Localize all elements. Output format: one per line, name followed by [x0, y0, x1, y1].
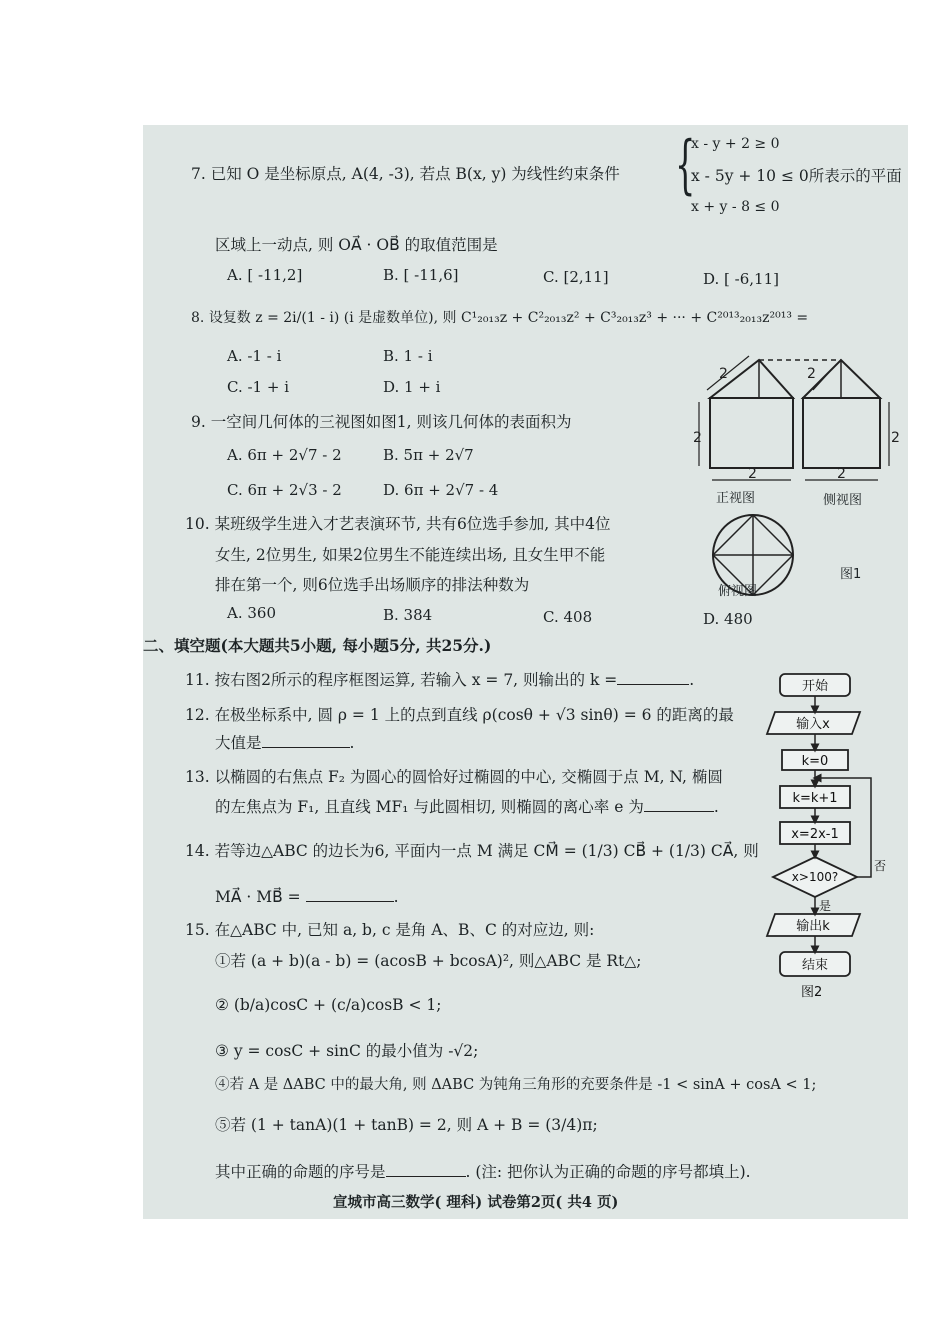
q8-option-d: D. 1 + i: [383, 378, 441, 396]
q10-option-a: A. 360: [227, 604, 276, 622]
q7-option-c: C. [2,11]: [543, 268, 609, 286]
q10-option-d: D. 480: [703, 610, 753, 628]
q7-option-d: D. [ -6,11]: [703, 270, 779, 288]
q10-option-c: C. 408: [543, 608, 593, 626]
q13-line-1: 13. 以椭圆的右焦点 F₂ 为圆心的圆恰好过椭圆的中心, 交椭圆于点 M, N, 椭圆: [185, 768, 723, 786]
q7-stem-continued: 区域上一动点, 则 OA⃗ · OB⃗ 的取值范围是: [215, 236, 498, 254]
q7-constraint-1: x - y + 2 ≥ 0: [691, 136, 780, 152]
flowchart-figure-2: [753, 670, 903, 1000]
front-view-label: 正视图: [716, 491, 756, 506]
q15-item-4: ④若 A 是 ΔABC 中的最大角, 则 ΔABC 为钝角三角形的充要条件是 -1 < sinA + cosA < 1;: [215, 1077, 817, 1093]
q15-item-3: ③ y = cosC + sinC 的最小值为 -√2;: [215, 1042, 479, 1060]
exam-page: [143, 125, 908, 1219]
side-view-label: 侧视图: [823, 493, 863, 508]
flow-step2-text: x=2x-1: [791, 827, 839, 842]
flow-yes-label: 是: [819, 899, 832, 913]
flow-no-label: 否: [874, 859, 887, 873]
q13-answer-blank[interactable]: [644, 797, 714, 812]
section-2-heading: 二、填空题(本大题共5小题, 每小题5分, 共25分.): [143, 636, 492, 655]
q14-line-1: 14. 若等边△ABC 的边长为6, 平面内一点 M 满足 CM⃗ = (1/3) CB⃗ + (1/3) CA⃗, 则: [185, 842, 759, 860]
side-width-dim: 2: [837, 466, 846, 482]
q11-answer-blank[interactable]: [617, 670, 689, 685]
q10-line-2: 女生, 2位男生, 如果2位男生不能连续出场, 且女生甲不能: [215, 546, 606, 564]
flow-end-text: 结束: [801, 958, 829, 973]
q15-intro: 15. 在△ABC 中, 已知 a, b, c 是角 A、B、C 的对应边, 则:: [185, 921, 595, 939]
q15-item-5: ⑤若 (1 + tanA)(1 + tanB) = 2, 则 A + B = (3/4)π;: [215, 1116, 598, 1134]
q7-option-a: A. [ -11,2]: [227, 266, 303, 284]
front-width-dim: 2: [748, 466, 757, 482]
q9-option-d: D. 6π + 2√7 - 4: [383, 481, 499, 499]
side-slant-dim: 2: [807, 366, 816, 382]
q7-brace: {: [675, 128, 696, 202]
flow-start-text: 开始: [801, 679, 829, 694]
q7-stem: 7. 已知 O 是坐标原点, A(4, -3), 若点 B(x, y) 为线性约束条件: [191, 165, 620, 183]
q15-answer-blank[interactable]: [386, 1162, 466, 1177]
flow-input-text: 输入x: [796, 717, 830, 732]
q8-option-a: A. -1 - i: [227, 347, 282, 365]
q8-option-b: B. 1 - i: [383, 347, 433, 365]
q7-constraint-2: x - 5y + 10 ≤ 0所表示的平面: [691, 167, 902, 185]
q14-answer-blank[interactable]: [306, 887, 394, 902]
q8-stem: 8. 设复数 z = 2i/(1 - i) (i 是虚数单位), 则 C¹₂₀₁₃z + C²₂₀₁₃z² + C³₂₀₁₃z³ + ··· + C²⁰¹³₂₀₁₃z²⁰¹³ =: [191, 310, 809, 326]
page-footer: 宣城市高三数学( 理科) 试卷第2页( 共4 页): [333, 1194, 619, 1211]
front-slant-dim: 2: [719, 366, 728, 382]
q15-ask: 其中正确的命题的序号是 . (注: 把你认为正确的命题的序号都填上).: [215, 1163, 751, 1181]
q11-stem: 11. 按右图2所示的程序框图运算, 若输入 x = 7, 则输出的 k = .: [185, 671, 695, 689]
flow-output-text: 输出k: [796, 919, 830, 934]
q9-option-b: B. 5π + 2√7: [383, 446, 474, 464]
front-height-dim: 2: [693, 430, 702, 446]
q10-option-b: B. 384: [383, 606, 433, 624]
q7-option-b: B. [ -11,6]: [383, 266, 459, 284]
q9-option-a: A. 6π + 2√7 - 2: [227, 446, 342, 464]
flow-step1-text: k=k+1: [792, 791, 838, 806]
top-view-label: 俯视图: [718, 584, 758, 599]
flow-condition-text: x>100?: [791, 870, 839, 884]
figure-1-three-views: [693, 350, 898, 600]
q9-stem: 9. 一空间几何体的三视图如图1, 则该几何体的表面积为: [191, 413, 572, 431]
q15-item-2: ② (b/a)cosC + (c/a)cosB < 1;: [215, 996, 442, 1014]
q12-line-2: 大值是 .: [215, 734, 355, 752]
q15-item-1: ①若 (a + b)(a - b) = (acosB + bcosA)², 则△ABC 是 Rt△;: [215, 952, 642, 970]
flow-init-text: k=0: [801, 754, 829, 769]
figure-2-caption: 图2: [801, 985, 823, 1000]
q10-line-1: 10. 某班级学生进入才艺表演环节, 共有6位选手参加, 其中4位: [185, 515, 611, 533]
figure-1-caption: 图1: [840, 567, 862, 582]
q13-line-2: 的左焦点为 F₁, 且直线 MF₁ 与此圆相切, 则椭圆的离心率 e 为 .: [215, 798, 719, 816]
q9-option-c: C. 6π + 2√3 - 2: [227, 481, 342, 499]
q7-constraint-3: x + y - 8 ≤ 0: [691, 199, 780, 215]
side-height-dim: 2: [891, 430, 900, 446]
q12-line-1: 12. 在极坐标系中, 圆 ρ = 1 上的点到直线 ρ(cosθ + √3 sinθ) = 6 的距离的最: [185, 706, 734, 724]
q14-line-2: MA⃗ · MB⃗ = .: [215, 888, 399, 906]
q8-option-c: C. -1 + i: [227, 378, 289, 396]
q10-line-3: 排在第一个, 则6位选手出场顺序的排法种数为: [215, 576, 530, 594]
q12-answer-blank[interactable]: [262, 733, 350, 748]
